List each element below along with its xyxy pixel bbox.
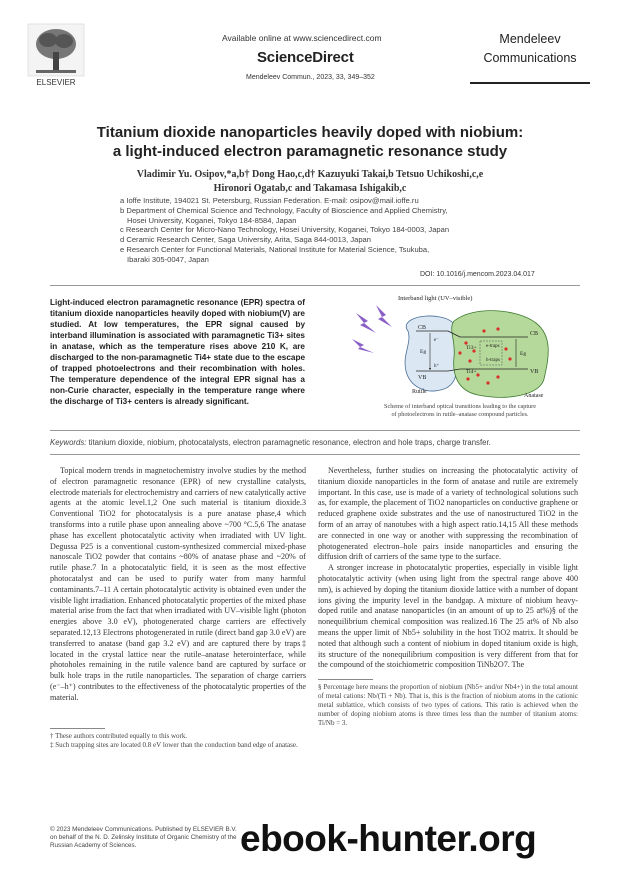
keywords-label: Keywords:	[50, 438, 87, 447]
watermark: ebook-hunter.org	[240, 818, 537, 859]
journal-brand	[470, 22, 590, 84]
affiliation-a: a Ioffe Institute, 194021 St. Petersburg, Russian Federation. E-mail: osipov@mail.ioffe.ru	[120, 196, 419, 205]
figure-caption	[330, 403, 590, 419]
vb-anatase-label: VB	[530, 369, 539, 375]
e-traps-label: e-traps	[486, 344, 500, 349]
authors-line-2: Hironori Ogatab,c and Takamasa Ishigakib,c	[213, 183, 407, 194]
affiliation-b: b Department of Chemical Science and Technology, Faculty of Bioscience and Applied Chemistry,	[120, 205, 448, 215]
anatase-label: Anatase	[524, 393, 544, 399]
light-rays	[352, 305, 392, 353]
rutile-particle	[405, 316, 458, 391]
caption-line-2: of photoelectrons in rutile–anatase compound particles.	[391, 411, 529, 418]
footnote-dagger: † These authors contributed equally to this work.	[50, 731, 188, 740]
ti3-label: Ti3+	[466, 345, 477, 351]
title-line-2: a light-induced electron paramagnetic resonance study	[112, 143, 508, 160]
footnote-divider	[50, 728, 105, 729]
author-list	[40, 168, 580, 196]
vb-rutile-label: VB	[418, 375, 427, 381]
anatase-particle	[452, 311, 549, 398]
footnote-divider	[318, 679, 373, 680]
eg-anatase-label: Eg	[520, 351, 527, 357]
doi-link[interactable]: DOI: 10.1016/j.mencom.2023.04.017	[420, 271, 535, 278]
available-prefix: Available online at	[222, 33, 291, 43]
body-paragraph: Topical modern trends in magnetochemistry involve studies by the method of electron paramagnetic resonance (EPR) of new crystalline catalysts, electrode materials for electrochemistry and carriers of new catalytically active agents at the atomic level.1,2 One such material is titanium dioxide.3 Conventional TiO2 for photocatalysis is a pure anatase phase,4 which transforms into a rutile phase upon annealing above ~700 °C.5,6 The anatase phase has excellent photocatalytic activity when irradiated with UV light. Degussa P25 is a conventional custom-synthesized commercial mixed-phase nanoscale TiO2 powder that contains ~80% of anatase phase and ~20% of rutile phase.7 In a photocatalytic field, it is seen as the most effective photocatalyst and can be used to purify water from many harmful contaminants.7–11 A certain photocatalytic activity is obtained even under the visible light irradiation. Enhanced photocatalytic properties of the mixed phase material arise from the fact that when irradiated with UV–visible light (photon energies above 3.0 eV), photogenerated charge carriers are effectively separated.12,13 Electrons photogenerated in rutile (direct band gap 3.0 eV) are transferred to anatase (band gap 3.2 eV) and are captured there by traps‡ located in the crystal lattice near the rutile–anatase heterointerface, while photoholes remaining in the rutile valence band are captured by surface or bulk hole traps in the rutile nanoparticles. The separation of charge carriers (e⁻–h⁺) contributes to the effectiveness of the photocatalytic properties of the material.	[50, 466, 306, 702]
title-line-1: Titanium dioxide nanoparticles heavily doped with niobium:	[96, 124, 524, 141]
availability-line	[222, 33, 382, 43]
ti4-label: Ti4+	[466, 369, 477, 375]
keywords-list: titanium dioxide, niobium, photocatalysts, electron paramagnetic resonance, electron and hole traps, charge transfer.	[88, 438, 491, 447]
footer-line-3: Russian Academy of Sciences.	[50, 842, 137, 849]
h-traps-label: h-traps	[486, 358, 500, 363]
sciencedirect-wordmark: ScienceDirect	[257, 49, 354, 66]
caption-line-1: Scheme of interband optical transitions leading to the capture	[384, 403, 536, 410]
footnote-double-dagger: ‡ Such trapping sites are located 0.8 eV lower than the conduction band edge of anatase.	[50, 740, 298, 749]
article-title	[40, 123, 580, 161]
affiliation-e-cont: Ibaraki 305-0047, Japan	[127, 254, 209, 264]
publisher-logo-text: ELSEVIER	[36, 78, 76, 87]
keywords	[50, 438, 580, 447]
journal-reference: Mendeleev Commun., 2023, 33, 349–352	[246, 74, 375, 81]
divider-top	[50, 285, 580, 286]
footer-line-1: © 2023 Mendeleev Communications. Published by ELSEVIER B.V.	[50, 826, 237, 833]
cb-anatase-label: CB	[530, 331, 539, 337]
graphical-abstract	[348, 291, 574, 405]
cb-rutile-label: CB	[418, 325, 427, 331]
body-right-column	[318, 466, 578, 728]
divider-mid	[50, 430, 580, 431]
affiliations	[120, 196, 560, 265]
divider-keywords	[50, 454, 580, 455]
body-left-column	[50, 466, 306, 750]
affiliation-b-cont: Hosei University, Koganei, Tokyo 184-8584, Japan	[127, 215, 297, 225]
authors-line-1: Vladimir Yu. Osipov,*a,b† Dong Hao,c,d† Kazuyuki Takai,b Tetsuo Uchikoshi,c,e	[136, 169, 484, 180]
body-paragraph: A stronger increase in photocatalytic properties, especially in visible light photocatalytic activity (when using light from the spectral range above 400 nm), is achieved by doping the titanium dioxide lattice with a number of dopant ions giving the impurity level in the bandgap. A mixture of niobium heavy-doped rutile and anatase nanoparticles (in an amount of up to 25 at%)§ of the nonequilibrium chemical composition was realized.16 The 25 at% of Nb also means the upper limit of Nb5+ solubility in the host TiO2 matrix. It should be noted that although such a content of niobium in doped titanium oxide is high, its structure of the nonequilibrium composition is very different from that for the compound of the stoichiometric composition TiNb2O7. The	[318, 563, 578, 670]
sciencedirect-link[interactable]: www.sciencedirect.com	[293, 33, 382, 43]
electron-label: e⁻	[434, 338, 439, 343]
brand-line-2: Communications	[483, 51, 577, 65]
brand-line-1: Mendeleev	[499, 32, 561, 46]
eg-rutile-label: Eg	[420, 349, 427, 355]
affiliation-e: e Research Center for Functional Materials, National Institute for Material Science, Tsukuba,	[120, 244, 430, 254]
hole-label: h⁺	[434, 364, 440, 369]
abstract-text: Light-induced electron paramagnetic resonance (EPR) spectra of titanium dioxide nanoparticles heavily doped with niobium(V) are studied. At low temperatures, the EPR signal caused by interband illumination is associated with paramagnetic Ti3+ sites in anatase, which as the temperature rises above 210 K, are discharged to the non-paramagnetic Ti4+ state due to the escape of trapped photoelectrons and their recombination with holes. The temperature dependence of the integral EPR signal has a non-Curie character, especially in the temperature range where the discharge of Ti3+ centers is already significant.	[50, 298, 305, 406]
elsevier-logo	[26, 22, 86, 90]
affiliation-d: d Ceramic Research Center, Saga University, Arita, Saga 844-0013, Japan	[120, 235, 372, 245]
body-paragraph: Nevertheless, further studies on increasing the photocatalytic activity of titanium dioxide nanoparticles in the form of anatase and rutile are extremely important. In this case, use is made of a variety of technological solutions such as, for example, the placement of TiO2 nanoparticles on conductive graphene or reduced graphene oxide substrates and the use of nanostructured TiO2 in the form of an array of nanotubes with a high aspect ratio.14,15 All these methods are connected in one way or another with suppressing the recombination of photogenerated electron–hole pairs inside nanoparticles and ensuring the diffusion drift of carriers of the same type to the surface.	[318, 466, 578, 562]
affiliation-c: c Research Center for Micro-Nano Technology, Hosei University, Koganei, Tokyo 184-0003, Japan	[120, 225, 450, 235]
footnote-section: § Percentage here means the proportion of niobium (Nb5+ and/or Nb4+) in the total amount of metal cations: Nb/(Ti + Nb). That is, this is the fraction of niobium atoms in the cationic metal sublattice, which consists of two types of cations. This ratio is achieved when the number of doping niobium atoms is three times less than the number of titanium atoms: Ti/Nb = 3.	[318, 683, 578, 728]
rutile-label: Rutile	[412, 389, 427, 395]
light-label: Interband light (UV–visible)	[398, 295, 473, 302]
footer-line-2: on behalf of the N. D. Zelinsky Institute of Organic Chemistry of the	[50, 834, 237, 841]
